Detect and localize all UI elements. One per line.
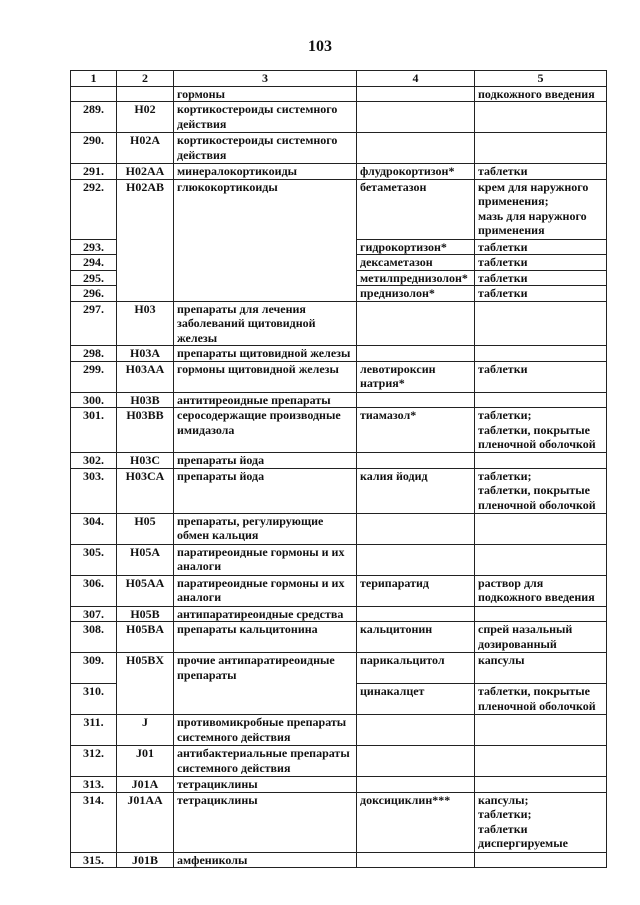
table-row xyxy=(71,852,607,868)
dosage-form: капсулы; таблетки; таблетки диспергируемые xyxy=(475,792,607,852)
table-row xyxy=(71,653,607,684)
header-cell: 2 xyxy=(117,71,174,87)
atc-code: J01B xyxy=(117,852,174,868)
anatomic-group: тетрациклины xyxy=(174,792,357,852)
row-number: 305. xyxy=(71,544,117,575)
anatomic-group xyxy=(174,286,357,302)
atc-code xyxy=(117,270,174,286)
dosage-form xyxy=(475,453,607,469)
anatomic-group: препараты йода xyxy=(174,468,357,513)
table-row xyxy=(71,286,607,302)
dosage-form: таблетки xyxy=(475,164,607,180)
row-number: 301. xyxy=(71,408,117,453)
dosage-form xyxy=(475,133,607,164)
drug-name: кальцитонин xyxy=(357,622,475,653)
row-number: 307. xyxy=(71,606,117,622)
row-number: 302. xyxy=(71,453,117,469)
drug-name xyxy=(357,102,475,133)
dosage-form: раствор для подкожного введения xyxy=(475,575,607,606)
table-row xyxy=(71,684,607,715)
drug-table xyxy=(70,70,607,868)
row-number: 312. xyxy=(71,746,117,777)
drug-name xyxy=(357,746,475,777)
atc-code: H05 xyxy=(117,513,174,544)
drug-name xyxy=(357,513,475,544)
dosage-form xyxy=(475,346,607,362)
atc-code: H05B xyxy=(117,606,174,622)
drug-name: флудрокортизон* xyxy=(357,164,475,180)
table-row xyxy=(71,361,607,392)
atc-code: J01A xyxy=(117,777,174,793)
table-row xyxy=(71,164,607,180)
table-row xyxy=(71,86,607,102)
anatomic-group: гормоны щитовидной железы xyxy=(174,361,357,392)
table-row xyxy=(71,270,607,286)
table-row xyxy=(71,102,607,133)
page-number: 103 xyxy=(308,38,332,55)
drug-name: доксициклин*** xyxy=(357,792,475,852)
atc-code: H02AB xyxy=(117,179,174,239)
anatomic-group: антитиреоидные препараты xyxy=(174,392,357,408)
anatomic-group xyxy=(174,255,357,271)
anatomic-group xyxy=(174,239,357,255)
dosage-form xyxy=(475,606,607,622)
table-row xyxy=(71,239,607,255)
table-row xyxy=(71,715,607,746)
atc-code xyxy=(117,86,174,102)
dosage-form: подкожного введения xyxy=(475,86,607,102)
table-row xyxy=(71,255,607,271)
dosage-form xyxy=(475,301,607,346)
drug-name: тиамазол* xyxy=(357,408,475,453)
table-header-row xyxy=(71,71,607,87)
drug-name: гидрокортизон* xyxy=(357,239,475,255)
atc-code: H05BX xyxy=(117,653,174,684)
row-number: 303. xyxy=(71,468,117,513)
drug-name: дексаметазон xyxy=(357,255,475,271)
dosage-form: таблетки xyxy=(475,361,607,392)
drug-name: парикальцитол xyxy=(357,653,475,684)
atc-code: H05BA xyxy=(117,622,174,653)
table-row xyxy=(71,453,607,469)
header-cell: 4 xyxy=(357,71,475,87)
table-row xyxy=(71,777,607,793)
row-number: 300. xyxy=(71,392,117,408)
row-number: 310. xyxy=(71,684,117,715)
table-row xyxy=(71,792,607,852)
drug-name: преднизолон* xyxy=(357,286,475,302)
table-row xyxy=(71,301,607,346)
anatomic-group xyxy=(174,270,357,286)
anatomic-group: препараты, регулирующие обмен кальция xyxy=(174,513,357,544)
row-number xyxy=(71,86,117,102)
table-row xyxy=(71,392,607,408)
row-number: 313. xyxy=(71,777,117,793)
atc-code: J01 xyxy=(117,746,174,777)
row-number: 290. xyxy=(71,133,117,164)
drug-name: бетаметазон xyxy=(357,179,475,239)
anatomic-group: амфениколы xyxy=(174,852,357,868)
anatomic-group: глюкокортикоиды xyxy=(174,179,357,239)
atc-code: H03CA xyxy=(117,468,174,513)
anatomic-group: препараты щитовидной железы xyxy=(174,346,357,362)
atc-code: J01AA xyxy=(117,792,174,852)
drug-name xyxy=(357,453,475,469)
dosage-form xyxy=(475,715,607,746)
anatomic-group: паратиреоидные гормоны и их аналоги xyxy=(174,544,357,575)
drug-name xyxy=(357,392,475,408)
dosage-form: таблетки xyxy=(475,286,607,302)
table-row xyxy=(71,606,607,622)
row-number: 293. xyxy=(71,239,117,255)
atc-code xyxy=(117,684,174,715)
anatomic-group: кортикостероиды системного действия xyxy=(174,133,357,164)
drug-name xyxy=(357,606,475,622)
anatomic-group: серосодержащие производные имидазола xyxy=(174,408,357,453)
atc-code xyxy=(117,255,174,271)
drug-name xyxy=(357,346,475,362)
anatomic-group: прочие антипаратиреоидные препараты xyxy=(174,653,357,684)
atc-code: H02AA xyxy=(117,164,174,180)
header-cell: 3 xyxy=(174,71,357,87)
header-cell: 1 xyxy=(71,71,117,87)
row-number: 306. xyxy=(71,575,117,606)
table-row xyxy=(71,575,607,606)
table-row xyxy=(71,346,607,362)
table-row xyxy=(71,468,607,513)
atc-code: H03BB xyxy=(117,408,174,453)
row-number: 295. xyxy=(71,270,117,286)
table-row xyxy=(71,179,607,239)
drug-name xyxy=(357,852,475,868)
dosage-form: таблетки xyxy=(475,270,607,286)
atc-code: J xyxy=(117,715,174,746)
drug-name: цинакалцет xyxy=(357,684,475,715)
row-number: 311. xyxy=(71,715,117,746)
drug-name xyxy=(357,133,475,164)
dosage-form xyxy=(475,102,607,133)
row-number: 291. xyxy=(71,164,117,180)
dosage-form xyxy=(475,544,607,575)
dosage-form: таблетки xyxy=(475,239,607,255)
atc-code: H03 xyxy=(117,301,174,346)
anatomic-group: тетрациклины xyxy=(174,777,357,793)
atc-code: H03A xyxy=(117,346,174,362)
anatomic-group: препараты кальцитонина xyxy=(174,622,357,653)
atc-code: H03B xyxy=(117,392,174,408)
row-number: 298. xyxy=(71,346,117,362)
dosage-form: таблетки; таблетки, покрытые пленочной оболочкой xyxy=(475,408,607,453)
anatomic-group: антипаратиреоидные средства xyxy=(174,606,357,622)
row-number: 294. xyxy=(71,255,117,271)
table-row xyxy=(71,544,607,575)
row-number: 292. xyxy=(71,179,117,239)
atc-code: H02A xyxy=(117,133,174,164)
anatomic-group: антибактериальные препараты системного действия xyxy=(174,746,357,777)
atc-code: H02 xyxy=(117,102,174,133)
dosage-form: таблетки xyxy=(475,255,607,271)
row-number: 315. xyxy=(71,852,117,868)
atc-code: H05A xyxy=(117,544,174,575)
drug-name xyxy=(357,715,475,746)
drug-name: калия йодид xyxy=(357,468,475,513)
anatomic-group: паратиреоидные гормоны и их аналоги xyxy=(174,575,357,606)
dosage-form xyxy=(475,777,607,793)
dosage-form xyxy=(475,852,607,868)
anatomic-group: противомикробные препараты системного действия xyxy=(174,715,357,746)
dosage-form xyxy=(475,746,607,777)
atc-code: H03AA xyxy=(117,361,174,392)
table-row xyxy=(71,408,607,453)
anatomic-group xyxy=(174,684,357,715)
atc-code: H05AA xyxy=(117,575,174,606)
anatomic-group: минералокортикоиды xyxy=(174,164,357,180)
drug-name xyxy=(357,301,475,346)
row-number: 309. xyxy=(71,653,117,684)
row-number: 289. xyxy=(71,102,117,133)
header-cell: 5 xyxy=(475,71,607,87)
atc-code xyxy=(117,286,174,302)
dosage-form: таблетки, покрытые пленочной оболочкой xyxy=(475,684,607,715)
atc-code xyxy=(117,239,174,255)
row-number: 297. xyxy=(71,301,117,346)
table-row xyxy=(71,746,607,777)
table-row xyxy=(71,513,607,544)
table-row xyxy=(71,622,607,653)
row-number: 314. xyxy=(71,792,117,852)
dosage-form xyxy=(475,513,607,544)
dosage-form: спрей назальный дозированный xyxy=(475,622,607,653)
anatomic-group: гормоны xyxy=(174,86,357,102)
dosage-form: крем для наружного применения; мазь для наружного применения xyxy=(475,179,607,239)
drug-name: метилпреднизолон* xyxy=(357,270,475,286)
drug-name xyxy=(357,544,475,575)
dosage-form xyxy=(475,392,607,408)
table-row xyxy=(71,133,607,164)
drug-name: левотироксин натрия* xyxy=(357,361,475,392)
anatomic-group: препараты для лечения заболеваний щитовидной железы xyxy=(174,301,357,346)
drug-name xyxy=(357,86,475,102)
dosage-form: таблетки; таблетки, покрытые пленочной оболочкой xyxy=(475,468,607,513)
row-number: 308. xyxy=(71,622,117,653)
drug-name xyxy=(357,777,475,793)
dosage-form: капсулы xyxy=(475,653,607,684)
row-number: 304. xyxy=(71,513,117,544)
atc-code: H03C xyxy=(117,453,174,469)
drug-name: терипаратид xyxy=(357,575,475,606)
row-number: 296. xyxy=(71,286,117,302)
anatomic-group: кортикостероиды системного действия xyxy=(174,102,357,133)
anatomic-group: препараты йода xyxy=(174,453,357,469)
row-number: 299. xyxy=(71,361,117,392)
